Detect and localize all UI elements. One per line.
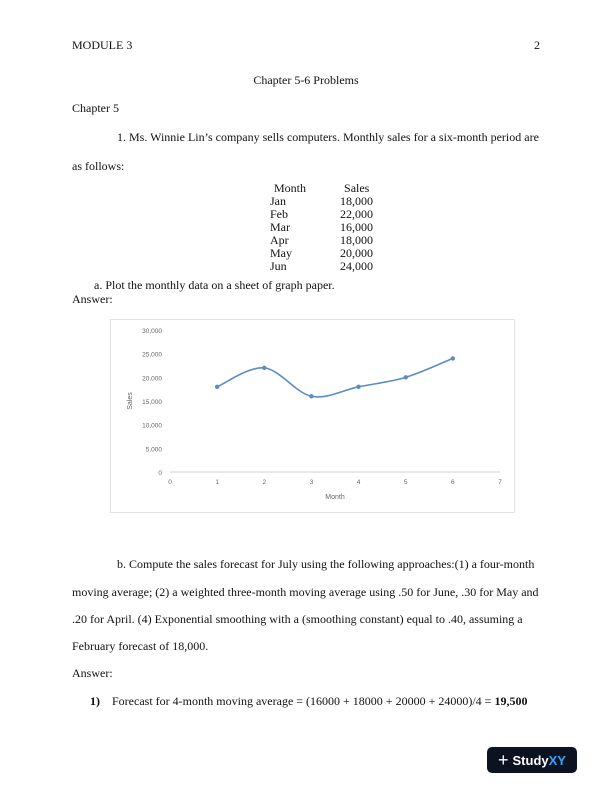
- x-tick-label: 2: [262, 479, 267, 486]
- y-axis-title: Sales: [127, 392, 134, 410]
- table-row: [270, 260, 373, 273]
- page-title: Chapter 5-6 Problems: [253, 73, 359, 87]
- x-tick-label: 1: [215, 479, 219, 486]
- part-a-text: a. Plot the monthly data on a sheet of graph paper.: [94, 278, 335, 292]
- table-cell-month: Apr: [270, 233, 289, 247]
- sales-chart: [110, 319, 515, 513]
- table-cell-month: Feb: [270, 207, 288, 221]
- table-cell-sales: 16,000: [340, 220, 374, 234]
- answer-1-result: 19,500: [494, 694, 528, 708]
- x-tick-label: 4: [356, 479, 361, 486]
- data-point: [451, 356, 455, 360]
- x-tick-label: 7: [498, 479, 502, 486]
- y-tick-label: 0: [158, 470, 162, 477]
- answer-1: [90, 694, 527, 708]
- x-tick-label: 5: [403, 479, 408, 486]
- x-axis-title: Month: [325, 494, 345, 501]
- table-cell-sales: 22,000: [340, 207, 374, 221]
- part-b-line4: February forecast of 18,000.: [72, 639, 209, 653]
- table-cell-month: Jun: [270, 259, 287, 273]
- y-tick-label: 15,000: [142, 399, 162, 406]
- sales-chart-svg: [111, 320, 514, 512]
- part-b-line3: .20 for April. (4) Exponential smoothing with a (smoothing constant) equal to .40, assuming a: [72, 612, 523, 626]
- sales-table: [270, 182, 373, 273]
- table-cell-sales: 24,000: [340, 259, 374, 273]
- data-point: [309, 394, 313, 398]
- series-line: [217, 358, 453, 397]
- table-header-sales: Sales: [344, 181, 370, 195]
- plus-icon: +: [498, 750, 509, 770]
- table-cell-month: Mar: [270, 220, 290, 234]
- header-module: MODULE 3: [72, 38, 133, 52]
- data-point: [215, 385, 219, 389]
- y-tick-label: 25,000: [142, 351, 162, 359]
- page-number: 2: [534, 38, 540, 52]
- table-cell-sales: 20,000: [340, 246, 374, 260]
- x-tick-label: 3: [309, 479, 314, 486]
- x-tick-label: 6: [451, 479, 455, 486]
- y-tick-label: 20,000: [142, 375, 162, 383]
- answer-label: Answer:: [72, 292, 113, 306]
- problem1-line2: as follows:: [72, 159, 125, 173]
- badge-text-xy: XY: [548, 752, 566, 768]
- y-tick-label: 5,000: [145, 446, 162, 454]
- table-cell-sales: 18,000: [340, 233, 374, 247]
- data-point: [404, 375, 408, 379]
- table-cell-month: May: [270, 246, 292, 260]
- answer-1-text: Forecast for 4-month moving average = (16000 + 18000 + 20000 + 24000)/4 =: [112, 694, 495, 708]
- data-point: [262, 366, 266, 370]
- studyxy-badge[interactable]: [487, 747, 577, 773]
- data-point: [356, 385, 360, 389]
- y-tick-label: 30,000: [142, 328, 162, 335]
- answer-label-2: Answer:: [72, 666, 113, 680]
- problem1-line1: 1. Ms. Winnie Lin’s company sells computers. Monthly sales for a six-month period are: [117, 130, 539, 144]
- table-cell-month: Jan: [270, 194, 286, 208]
- part-b-line2: moving average; (2) a weighted three-month moving average using .50 for June, .30 for May and: [72, 585, 539, 599]
- table-header-month: Month: [274, 181, 307, 195]
- answer-1-number: 1): [90, 694, 100, 708]
- y-tick-label: 10,000: [142, 422, 162, 430]
- x-tick-label: 0: [168, 479, 172, 486]
- chapter-heading: Chapter 5: [72, 101, 119, 115]
- badge-text-study: Study: [512, 752, 549, 768]
- part-b-line1: b. Compute the sales forecast for July using the following approaches:(1) a four-month: [117, 557, 535, 571]
- table-cell-sales: 18,000: [340, 194, 374, 208]
